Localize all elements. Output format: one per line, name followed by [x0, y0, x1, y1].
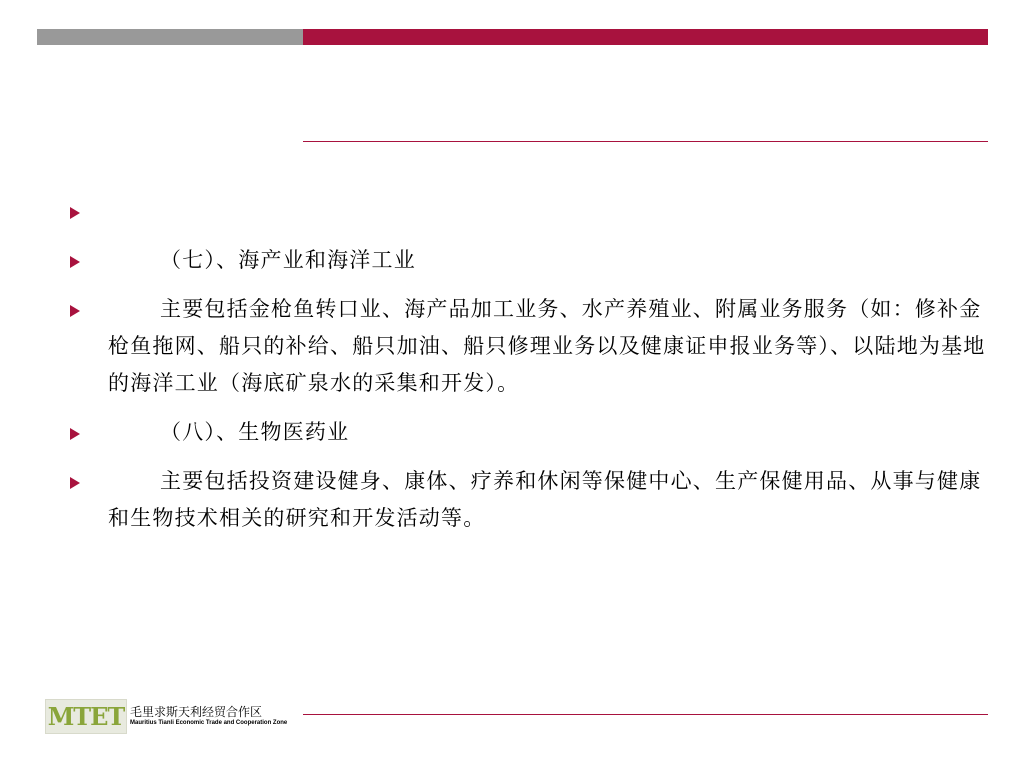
title-divider: [303, 141, 988, 142]
bullet-item-body-7: [70, 291, 990, 402]
triangle-bullet-icon: [70, 477, 80, 489]
bullet-text: 主要包括投资建设健身、康体、疗养和休闲等保健中心、生产保健用品、从事与健康和生物技术相关的研究和开发活动等。: [108, 469, 982, 530]
triangle-bullet-icon: [70, 207, 80, 219]
logo-text: MTET: [47, 702, 125, 731]
bullet-list: [70, 193, 990, 549]
bullet-item-empty: [70, 193, 990, 230]
header-accent-bar: [303, 29, 988, 45]
bullet-item-heading-7: [70, 242, 990, 279]
triangle-bullet-icon: [70, 305, 80, 317]
org-name-cn: 毛里求斯天利经贸合作区: [130, 705, 263, 719]
bullet-text: （七）、海产业和海洋工业: [160, 248, 416, 272]
triangle-bullet-icon: [70, 256, 80, 268]
footer-divider: [303, 714, 988, 715]
bullet-item-heading-8: [70, 414, 990, 451]
company-logo: [45, 699, 127, 734]
bullet-text: 主要包括金枪鱼转口业、海产品加工业务、水产养殖业、附属业务服务（如：修补金枪鱼拖网、船只的补给、船只加油、船只修理业务以及健康证申报业务等）、以陆地为基地的海洋工业（海底矿泉水的采集和开发）。: [108, 297, 986, 395]
triangle-bullet-icon: [70, 428, 80, 440]
bullet-item-body-8: [70, 463, 990, 537]
bullet-text: （八）、生物医药业: [160, 420, 350, 444]
header-gray-bar: [37, 29, 303, 45]
org-name-en: Mauritius Tianli Economic Trade and Cooperation Zone: [130, 720, 288, 726]
